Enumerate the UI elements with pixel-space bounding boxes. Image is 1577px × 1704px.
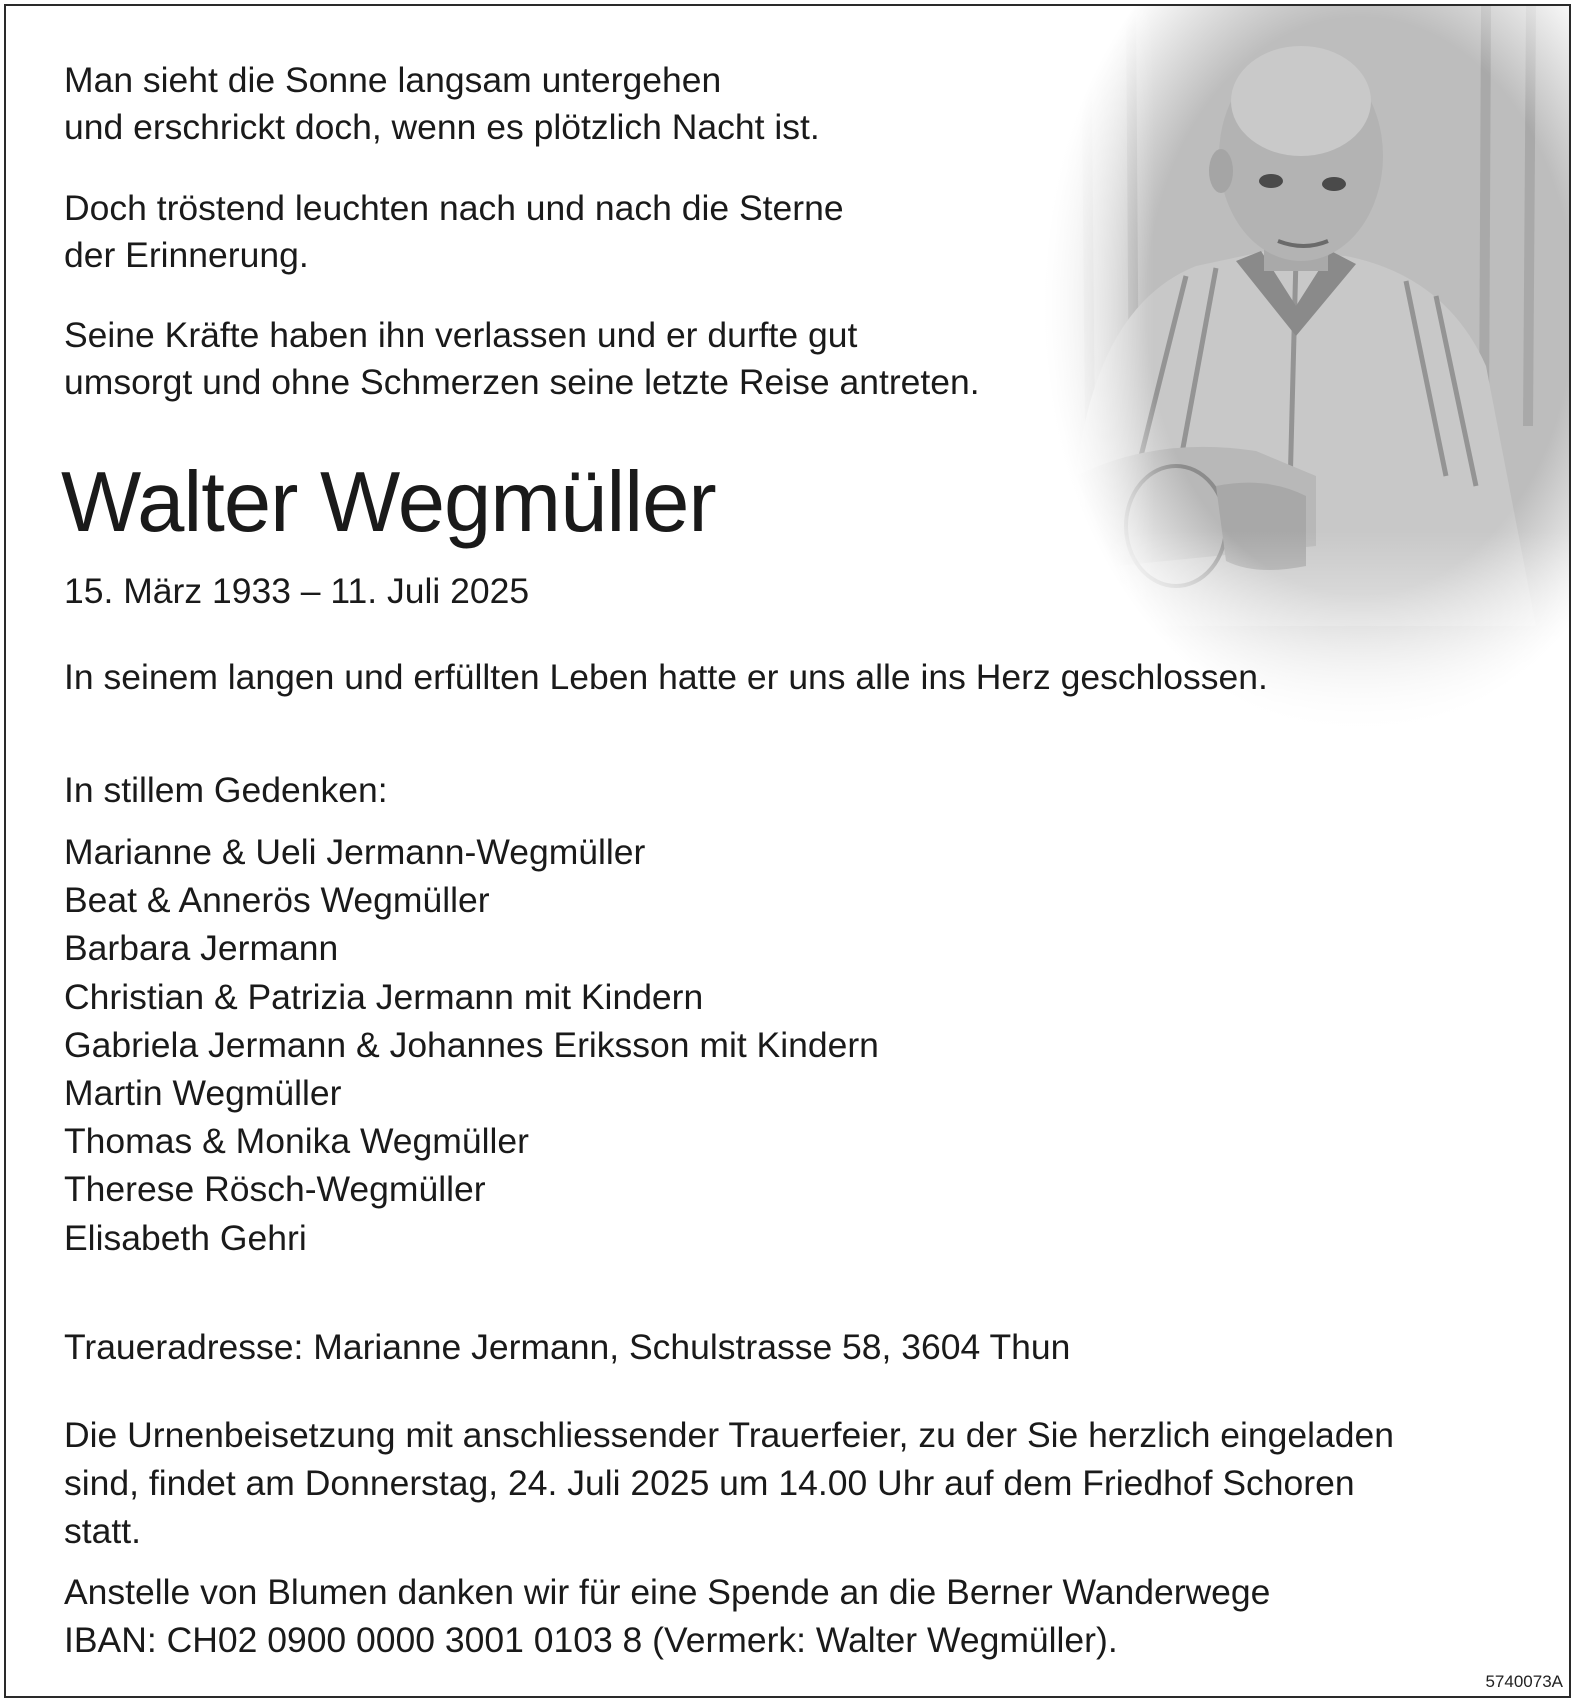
mourning-address: Traueradresse: Marianne Jermann, Schulstrasse 58, 3604 Thun [64,1327,1071,1367]
tribute-text: In seinem langen und erfüllten Leben hatte er uns alle ins Herz geschlossen. [64,657,1268,697]
ceremony-line: Die Urnenbeisetzung mit anschliessender Trauerfeier, zu der Sie herzlich eingeladen [64,1415,1395,1455]
deceased-name: Walter Wegmüller [61,455,716,550]
ceremony-line: sind, findet am Donnerstag, 24. Juli 2025 um 14.00 Uhr auf dem Friedhof Schoren [64,1463,1355,1503]
ad-reference-number: 5740073A [1485,1672,1563,1691]
mourner-name: Gabriela Jermann & Johannes Eriksson mit Kindern [64,1024,879,1065]
life-dates: 15. März 1933 – 11. Juli 2025 [64,571,530,611]
poem-line: Doch tröstend leuchten nach und nach die Sterne [64,188,844,228]
poem-line: der Erinnerung. [64,235,309,275]
donation-line: IBAN: CH02 0900 0000 3001 0103 8 (Vermerk: Walter Wegmüller). [64,1620,1118,1660]
poem-line: umsorgt und ohne Schmerzen seine letzte Reise antreten. [64,362,980,402]
mourner-name: Barbara Jermann [64,928,339,969]
donation-line: Anstelle von Blumen danken wir für eine Spende an die Berner Wanderwege [64,1572,1271,1612]
obituary-frame [4,4,1571,1698]
poem-line: Man sieht die Sonne langsam untergehen [64,60,722,100]
mourner-name: Martin Wegmüller [64,1072,342,1113]
mourner-name: Marianne & Ueli Jermann-Wegmüller [64,832,646,872]
ceremony-line: statt. [64,1511,141,1551]
mourner-name: Therese Rösch-Wegmüller [64,1169,486,1210]
mourner-name: Thomas & Monika Wegmüller [64,1121,529,1162]
mourner-name: Christian & Patrizia Jermann mit Kindern [64,976,704,1017]
poem-line: Seine Kräfte haben ihn verlassen und er durfte gut [64,315,858,355]
mourners-heading: In stillem Gedenken: [64,770,388,810]
portrait-photo [1016,6,1571,756]
mourners-list [64,828,879,1262]
mourner-name: Elisabeth Gehri [64,1217,307,1258]
poem-line: und erschrickt doch, wenn es plötzlich Nacht ist. [64,107,820,147]
mourner-name: Beat & Annerös Wegmüller [64,880,490,921]
